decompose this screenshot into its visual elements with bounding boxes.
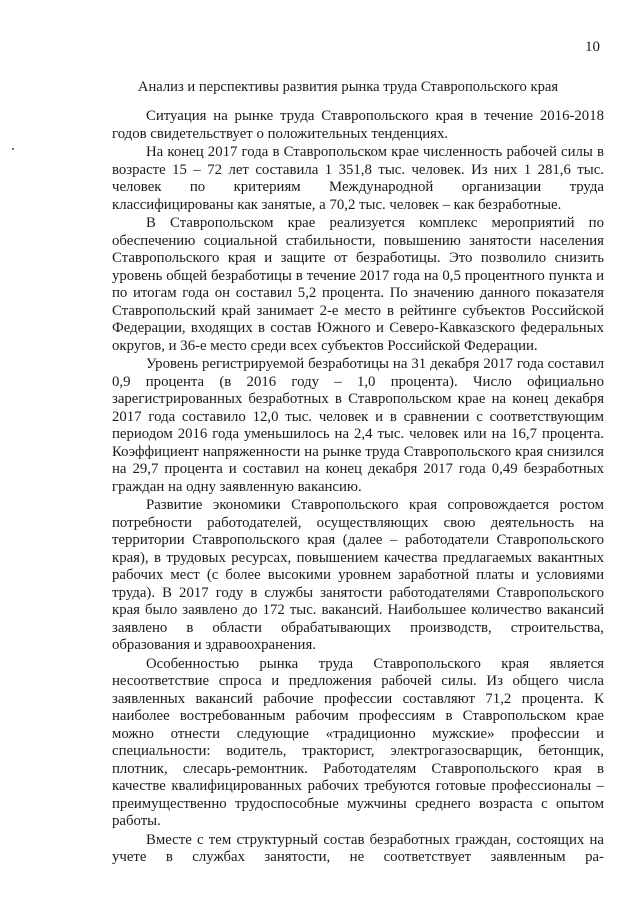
paragraph: Вместе с тем структурный состав безработных граждан, состоящих на учете в службах занятости, не соответствует заявленным ра- <box>112 831 604 865</box>
scan-artifact-dot <box>12 148 14 150</box>
paragraph: В Ставропольском крае реализуется комплекс мероприятий по обеспечению социальной стабильности, повышению занятости населения Ставропольского края и защите от безработицы. Это позволило снизить уровень общей безработицы в течение 2017 года на 0,5 процентного пункта и по итогам года он составил 5,2 процента. По значению данного показателя Ставропольский край занимает 2-е место в рейтинге субъектов Российской Федерации, входящих в состав Южного и Северо-Кавказского федеральных округов, и 36-е место среди всех субъектов Российской Федерации. <box>112 215 604 354</box>
paragraph: Уровень регистрируемой безработицы на 31 декабря 2017 года составил 0,9 процента (в 2016 году – 1,0 процента). Число официально зарегистрированных безработных в Ставропольском крае на конец декабря 2017 года составило 12,0 тыс. человек и в сравнении с соответствующим периодом 2016 года уменьшилось на 2,4 тыс. человек или на 16,7 процента. Коэффициент напряженности на рынке труда Ставропольского края снизился на 29,7 процента и составил на конец декабря 2017 года 0,49 безработных граждан на одну заявленную вакансию. <box>112 356 604 495</box>
paragraph: Особенностью рынка труда Ставропольского края является несоответствие спроса и предложения рабочей силы. Из общего числа заявленных вакансий рабочие профессии составляют 71,2 процента. К наиболее востребованным рабочим профессиям в Ставропольском крае можно отнести следующие «традиционно мужские» профессии и специальности: водитель, тракторист, электрогазосварщик, бетонщик, плотник, слесарь-ремонтник. Работодателям Ставропольского края в качестве квалифицированных рабочих требуются готовые профессионалы – преимущественно трудоспособные мужчины среднего возраста с опытом работы. <box>112 655 604 829</box>
page-number: 10 <box>585 39 600 55</box>
paragraph: Ситуация на рынке труда Ставропольского края в течение 2016-2018 годов свидетельствует о положительных тенденциях. <box>112 108 604 142</box>
body-text <box>112 108 604 867</box>
paragraph: Развитие экономики Ставропольского края сопровождается ростом потребности работодателей, осуществляющих свою деятельность на территории Ставропольского края (далее – работодатели Ставропольского края), в трудовых ресурсах, повышением качества предлагаемых вакантных рабочих мест (с более высокими уровнем заработной платы и условиями труда). В 2017 году в службы занятости работодателями Ставропольского края было заявлено до 172 тыс. вакансий. Наибольшее количество вакансий заявлено в области обрабатывающих производств, строительства, образования и здравоохранения. <box>112 497 604 653</box>
section-title: Анализ и перспективы развития рынка труда Ставропольского края <box>137 79 559 95</box>
paragraph: На конец 2017 года в Ставропольском крае численность рабочей силы в возрасте 15 – 72 лет составила 1 351,8 тыс. человек. Из них 1 281,6 тыс. человек по критериям Международной организации труда классифицированы как занятые, а 70,2 тыс. человек – как безработные. <box>112 144 604 213</box>
